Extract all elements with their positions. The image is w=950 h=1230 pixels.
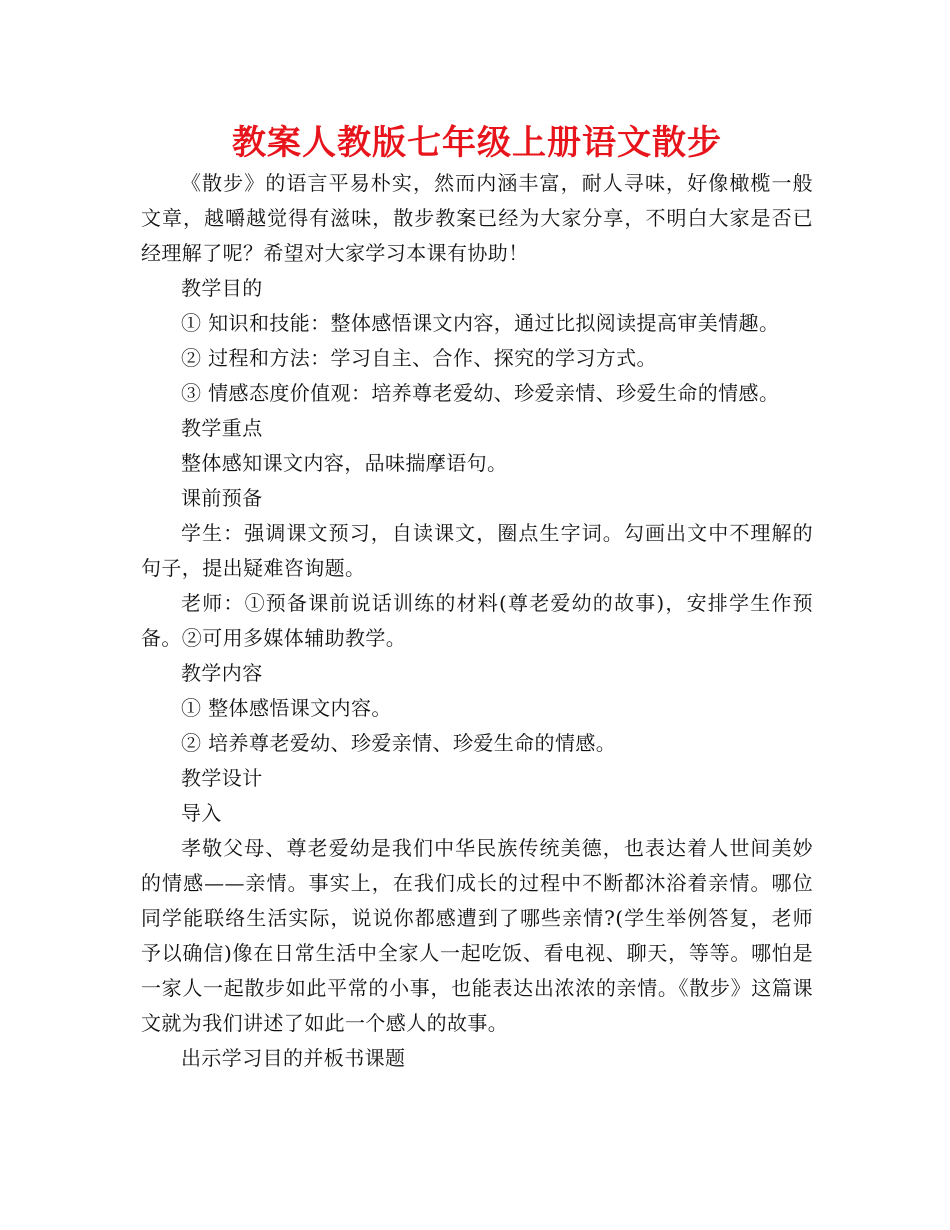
- heading-introduction: 导入: [181, 801, 222, 825]
- key-points-text: 整体感知课文内容，品味揣摩语句。: [181, 451, 508, 475]
- heading-teaching-design: 教学设计: [181, 766, 263, 790]
- heading-teaching-content: 教学内容: [181, 661, 263, 685]
- heading-teaching-goals: 教学目的: [181, 276, 263, 300]
- show-goals-line: 出示学习目的并板书课题: [181, 1046, 406, 1070]
- heading-preparation: 课前预备: [181, 486, 263, 510]
- goal-item-3: ③ 情感态度价值观：培养尊老爱幼、珍爱亲情、珍爱生命的情感。: [181, 381, 780, 405]
- introduction-paragraph: 孝敬父母、尊老爱幼是我们中华民族传统美德，也表达着人世间美妙的情感——亲情。事实上，在我们成长的过程中不断都沐浴着亲情。哪位同学能联络生活实际，说说你都感遭到了哪些亲情?(学生举例答复，老师予以确信)像在日常生活中全家人一起吃饭、看电视、聊天，等等。哪怕是一家人一起散步如此平常的小事，也能表达出浓浓的亲情。《散步》这篇课文就为我们讲述了如此一个感人的故事。: [141, 836, 813, 1035]
- goal-item-1: ① 知识和技能：整体感悟课文内容，通过比拟阅读提高审美情趣。: [181, 311, 780, 335]
- document-body: [141, 166, 813, 1076]
- content-item-2: ② 培养尊老爱幼、珍爱亲情、珍爱生命的情感。: [181, 731, 617, 755]
- intro-paragraph: 《散步》的语言平易朴实，然而内涵丰富，耐人寻味，好像橄榄一般文章，越嚼越觉得有滋味，散步教案已经为大家分享，不明白大家是否已经理解了呢？希望对大家学习本课有协助！: [141, 171, 813, 265]
- teacher-preparation: 老师：①预备课前说话训练的材料(尊老爱幼的故事)，安排学生作预备。②可用多媒体辅助教学。: [141, 591, 813, 650]
- goal-item-2: ② 过程和方法：学习自主、合作、探究的学习方式。: [181, 346, 657, 370]
- heading-key-points: 教学重点: [181, 416, 263, 440]
- document-title: 教案人教版七年级上册语文散步: [232, 123, 722, 163]
- document-page: [141, 120, 813, 1076]
- content-item-1: ① 整体感悟课文内容。: [181, 696, 392, 720]
- student-preparation: 学生：强调课文预习，自读课文，圈点生字词。勾画出文中不理解的句子，提出疑难咨询题。: [141, 521, 813, 580]
